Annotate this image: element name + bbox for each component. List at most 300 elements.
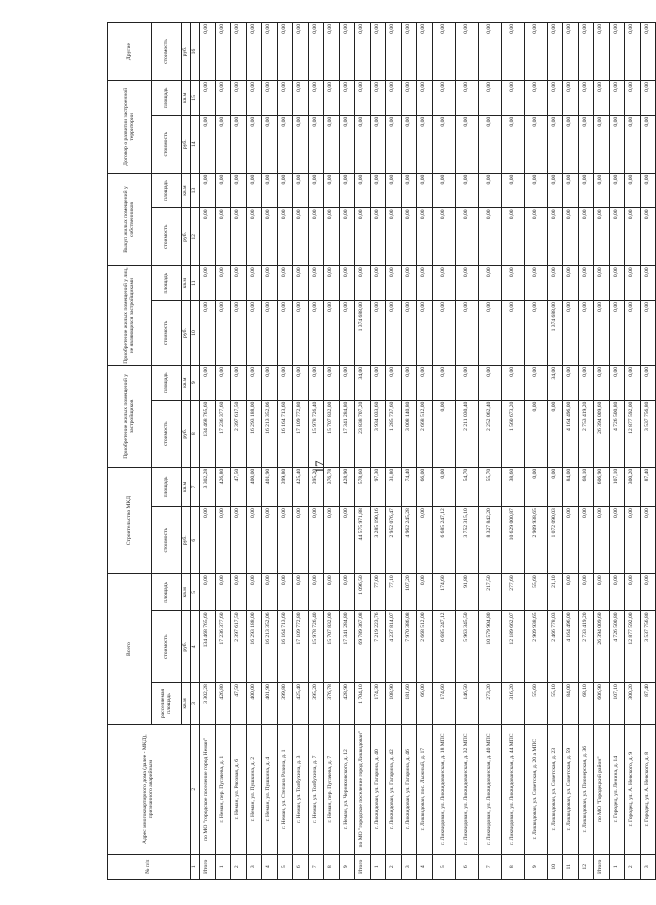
header-buyout: Выкуп жилых помещений у собственников [108, 173, 152, 266]
row-address: г. Неман, ул. Толбухина, д. 7 [308, 724, 324, 854]
row-value: 174,60 [432, 683, 455, 725]
row-value: 8 327 842,20 [478, 507, 501, 574]
row-value: 0,00 [386, 208, 402, 266]
row-address: г. Ликвидован, ул. Ликвидованская, д. 44 МПС [501, 724, 524, 854]
row-value: 0,00 [215, 115, 231, 173]
row-value: 1 374 688,00 [355, 301, 371, 366]
row-value: 0,00 [401, 365, 417, 400]
row-value: 4 237 814,07 [386, 611, 402, 683]
row-value: 1 560 673,20 [501, 400, 524, 467]
row-value: 2 753 419,20 [578, 400, 594, 467]
row-value: 0,00 [417, 365, 433, 400]
row-number: 6 [455, 854, 478, 879]
row-value: 0,00 [231, 266, 247, 301]
row-value: 0,00 [594, 266, 610, 301]
row-value: 15 707 832,00 [324, 611, 340, 683]
row-value: 0,00 [231, 115, 247, 173]
row-value: 0,00 [401, 173, 417, 208]
row-value: 0,00 [339, 507, 355, 574]
row-value: 0,00 [355, 115, 371, 173]
row-value: 0,00 [246, 266, 262, 301]
row-number: 9 [524, 854, 547, 879]
row-value: 6 685 247,12 [432, 507, 455, 574]
row-value: 0,00 [215, 173, 231, 208]
row-value: 181,60 [401, 683, 417, 725]
row-value: 0,00 [324, 173, 340, 208]
unit-rub: руб. [182, 507, 191, 574]
row-value: 74,40 [401, 467, 417, 506]
row-address: г. Неман, ул. Пушкина, д. 2 [246, 724, 262, 854]
row-value: 0,00 [455, 301, 478, 366]
row-value: 0,00 [339, 301, 355, 366]
row-value: 0,00 [563, 81, 579, 116]
row-value: 0,00 [417, 266, 433, 301]
row-value: 0,00 [578, 266, 594, 301]
row-address: г. Неман, пер. Пугачева, д. 1 [215, 724, 231, 854]
column-number: 11 [191, 266, 200, 301]
row-value: 0,00 [594, 115, 610, 173]
row-value: 0,00 [293, 365, 309, 400]
row-value: 0,00 [640, 23, 656, 81]
row-value: 0,00 [339, 173, 355, 208]
table-row [339, 23, 355, 880]
row-value: 0,00 [231, 365, 247, 400]
row-value: 0,00 [277, 173, 293, 208]
row-value: 0,00 [231, 81, 247, 116]
sub-cost: стоимость [152, 507, 182, 574]
row-value: 0,00 [417, 208, 433, 266]
row-value: 10 579 904,80 [478, 611, 501, 683]
column-number: 5 [191, 574, 200, 611]
row-value: 0,00 [401, 208, 417, 266]
page-number: 17 [312, 460, 327, 474]
row-value: 174,60 [432, 574, 455, 611]
row-value: 0,00 [277, 208, 293, 266]
row-value: 0,00 [246, 23, 262, 81]
row-value: 0,00 [432, 173, 455, 208]
column-number: 2 [191, 724, 200, 854]
row-value: 17 236 377,60 [215, 611, 231, 683]
column-number: 4 [191, 611, 200, 683]
row-value: 0,00 [200, 301, 216, 366]
row-value: 0,00 [231, 23, 247, 81]
row-value: 0,00 [215, 208, 231, 266]
row-value: 0,00 [625, 507, 641, 574]
column-number: 10 [191, 301, 200, 366]
header-other: Другие [108, 23, 152, 81]
sub-cost: стоимость [152, 301, 182, 366]
sub-area: площадь [152, 574, 182, 611]
row-value: 0,00 [432, 467, 455, 506]
row-value: 426,80 [215, 683, 231, 725]
row-value: 7 970 386,08 [401, 611, 417, 683]
row-value: 0,00 [455, 115, 478, 173]
row-value: 0,00 [417, 173, 433, 208]
row-value: 428,90 [339, 683, 355, 725]
row-value: 0,00 [594, 365, 610, 400]
row-value: 0,00 [355, 23, 371, 81]
row-value: 0,00 [432, 301, 455, 366]
row-value: 0,00 [324, 365, 340, 400]
row-value: 68,10 [578, 683, 594, 725]
row-value: 0,00 [200, 81, 216, 116]
row-address: г. Ликвидован, ул. Ликвидованская, д. 32 МПС [455, 724, 478, 854]
row-value: 0,00 [401, 266, 417, 301]
row-value: 0,00 [417, 301, 433, 366]
row-value: 0,00 [339, 81, 355, 116]
row-value: 0,00 [524, 301, 547, 366]
row-value: 0,00 [370, 23, 386, 81]
row-value: 2 733 419,20 [578, 611, 594, 683]
row-value: 0,00 [277, 115, 293, 173]
row-value: 5 963 345,50 [455, 611, 478, 683]
row-value: 0,00 [524, 208, 547, 266]
row-value: 1 072 090,03 [547, 507, 563, 574]
row-value: 0,00 [355, 208, 371, 266]
row-value: 0,00 [277, 507, 293, 574]
row-value: 300,20 [625, 683, 641, 725]
row-value: 2 211 030,40 [455, 400, 478, 467]
row-value: 0,00 [370, 365, 386, 400]
row-value: 0,00 [609, 574, 625, 611]
row-value: 0,00 [246, 208, 262, 266]
table-row [386, 23, 402, 880]
table-row [401, 23, 417, 880]
row-value: 0,00 [277, 365, 293, 400]
row-value: 55,60 [524, 574, 547, 611]
column-number: 15 [191, 81, 200, 116]
row-value: 0,00 [293, 574, 309, 611]
row-number: 6 [293, 854, 309, 879]
row-value: 3 934 033,60 [370, 400, 386, 467]
row-value: 0,00 [355, 81, 371, 116]
table-row [501, 23, 524, 880]
row-value: 0,00 [563, 507, 579, 574]
table-row [609, 23, 625, 880]
row-value: 0,00 [432, 400, 455, 467]
row-value: 34,00 [355, 365, 371, 400]
row-number: 5 [277, 854, 293, 879]
row-value: 0,00 [200, 173, 216, 208]
row-value: 0,00 [293, 301, 309, 366]
row-value: 3 008 140,80 [401, 400, 417, 467]
row-value: 0,00 [501, 266, 524, 301]
row-value: 0,00 [293, 115, 309, 173]
row-value: 0,00 [401, 81, 417, 116]
row-value: 0,00 [563, 173, 579, 208]
header-no: № п/п [108, 854, 191, 879]
row-value: 0,00 [455, 23, 478, 81]
row-value: 3 285 190,16 [370, 507, 386, 574]
row-value: 0,00 [501, 115, 524, 173]
row-value: 0,00 [640, 81, 656, 116]
row-value: 0,00 [246, 115, 262, 173]
row-value: 376,78 [324, 467, 340, 506]
row-value: 3 302,28 [200, 467, 216, 506]
row-value: 1 374 688,00 [547, 301, 563, 366]
row-value: 0,00 [563, 574, 579, 611]
row-number: 1 [609, 854, 625, 879]
row-value: 0,00 [308, 365, 324, 400]
unit-sqm: кв.м [182, 683, 191, 725]
row-value: 0,00 [308, 115, 324, 173]
row-value: 0,00 [386, 81, 402, 116]
row-value: 0,00 [215, 81, 231, 116]
row-value: 0,00 [625, 574, 641, 611]
row-address: г. Ликвидован, ул. Гагарина, д. 42 [386, 724, 402, 854]
row-value: 54,70 [455, 467, 478, 506]
row-value: 0,00 [609, 23, 625, 81]
row-value: 0,00 [524, 173, 547, 208]
row-value: 26 394 009,60 [594, 611, 610, 683]
sub-area: площадь [152, 173, 182, 208]
row-value: 0,00 [262, 365, 278, 400]
row-value: 0,00 [625, 301, 641, 366]
row-value: 0,00 [524, 23, 547, 81]
row-value: 3 302,28 [200, 683, 216, 725]
row-value: 84,00 [563, 683, 579, 725]
row-address: г. Ликвидован, ул. Пионерская, д. 36 [578, 724, 594, 854]
table-row [215, 23, 231, 880]
row-address: г. Неман, пер. Пугачева, д. 7 [324, 724, 340, 854]
row-value: 0,00 [594, 507, 610, 574]
row-value: 0,00 [625, 173, 641, 208]
row-number: 12 [578, 854, 594, 879]
row-value: 15 978 726,40 [308, 400, 324, 467]
table-row [417, 23, 433, 880]
row-value: 3 537 756,80 [640, 611, 656, 683]
column-number: 9 [191, 365, 200, 400]
row-value: 0,00 [277, 23, 293, 81]
row-value: 0,00 [246, 507, 262, 574]
row-value: 0,00 [246, 365, 262, 400]
row-value: 0,00 [578, 507, 594, 574]
row-value: 0,00 [625, 81, 641, 116]
row-value: 16 293 188,00 [246, 400, 262, 467]
row-value: 0,00 [200, 507, 216, 574]
row-value: 0,00 [578, 574, 594, 611]
row-value: 0,00 [524, 365, 547, 400]
header-total: Всего [108, 574, 152, 725]
row-number: Итого [355, 854, 371, 879]
unit-sqm: кв.м [182, 467, 191, 506]
row-value: 0,00 [231, 208, 247, 266]
row-value: 395,20 [308, 683, 324, 725]
row-value: 0,00 [308, 574, 324, 611]
row-value: 26 394 009,60 [594, 400, 610, 467]
row-value: 6 685 247,12 [432, 611, 455, 683]
row-value: 0,00 [417, 507, 433, 574]
row-address: г. Ликвидован, пос. Лыжный, д. 17 [417, 724, 433, 854]
row-number: 2 [625, 854, 641, 879]
row-value: 0,00 [417, 81, 433, 116]
row-value: 0,00 [609, 301, 625, 366]
row-value: 2 397 617,50 [231, 611, 247, 683]
row-value: 0,00 [578, 23, 594, 81]
header-territory: Договор о развитии застроенной территории [108, 81, 152, 174]
row-value: 34,00 [547, 365, 563, 400]
row-value: 0,00 [640, 507, 656, 574]
row-value: 0,00 [563, 115, 579, 173]
row-value: 0,00 [386, 115, 402, 173]
row-value: 0,00 [246, 574, 262, 611]
row-value: 0,00 [308, 266, 324, 301]
row-value: 300,20 [625, 467, 641, 506]
row-value: 21,10 [547, 574, 563, 611]
row-address: г. Ликвидован, ул. Ликвидованская, д. 18 МПС [432, 724, 455, 854]
row-value: 47,50 [231, 683, 247, 725]
row-value: 97,30 [370, 467, 386, 506]
sub-area: площадь [152, 365, 182, 400]
row-value: 0,00 [594, 23, 610, 81]
row-number: 8 [501, 854, 524, 879]
row-address: г. Неман, ул. Толбухина, д. 3 [293, 724, 309, 854]
row-number: 2 [386, 854, 402, 879]
row-value: 0,00 [293, 208, 309, 266]
row-value: 0,00 [547, 173, 563, 208]
row-value: 0,00 [355, 266, 371, 301]
row-value: 107,10 [609, 683, 625, 725]
table-row [355, 23, 371, 880]
row-value: 12 877 592,00 [625, 400, 641, 467]
row-value: 0,00 [501, 301, 524, 366]
unit-sqm: кв.м [182, 81, 191, 116]
row-value: 0,00 [386, 23, 402, 81]
unit-rub: руб. [182, 611, 191, 683]
row-value: 16 213 352,06 [262, 400, 278, 467]
row-value: 0,00 [609, 81, 625, 116]
row-value: 0,00 [501, 208, 524, 266]
row-value: 0,00 [524, 266, 547, 301]
row-value: 0,00 [547, 115, 563, 173]
row-value: 0,00 [231, 173, 247, 208]
row-value: 0,00 [401, 301, 417, 366]
row-value: 16 213 352,06 [262, 611, 278, 683]
row-value: 0,00 [308, 301, 324, 366]
row-value: 0,00 [324, 81, 340, 116]
row-value: 399,80 [277, 683, 293, 725]
header-address: Адрес многоквартирного дома (далее - МКД), признанного аварийным [108, 724, 191, 854]
table-row [324, 23, 340, 880]
row-value: 376,78 [324, 683, 340, 725]
row-value: 0,00 [370, 81, 386, 116]
row-value: 17 236 377,60 [215, 400, 231, 467]
row-number: Итого [594, 854, 610, 879]
row-value: 0,00 [563, 23, 579, 81]
row-value: 0,00 [262, 266, 278, 301]
table-body [200, 23, 656, 880]
row-value: 0,00 [246, 81, 262, 116]
row-value: 17 341 284,80 [339, 611, 355, 683]
row-value: 0,00 [547, 266, 563, 301]
row-value: 0,00 [594, 301, 610, 366]
row-value: 87,40 [640, 467, 656, 506]
row-number: 3 [640, 854, 656, 879]
row-value: 0,00 [386, 365, 402, 400]
row-address: г. Неман, ул. Степана Разина, д. 1 [277, 724, 293, 854]
table-row [524, 23, 547, 880]
row-value: 0,00 [308, 173, 324, 208]
row-value: 0,00 [640, 574, 656, 611]
row-value: 0,00 [432, 115, 455, 173]
row-value: 0,00 [200, 23, 216, 81]
row-number: 1 [370, 854, 386, 879]
row-value: 0,00 [417, 23, 433, 81]
header-purchase-dev: Приобретение жилых помещений у застройщиков [108, 365, 152, 467]
column-number: 3 [191, 683, 200, 725]
row-value: 0,00 [547, 208, 563, 266]
row-number: 2 [231, 854, 247, 879]
row-value: 401,90 [262, 467, 278, 506]
row-value: 16 164 713,60 [277, 611, 293, 683]
row-value: 0,00 [594, 208, 610, 266]
row-value: 0,00 [432, 365, 455, 400]
row-value: 2 668 512,00 [417, 611, 433, 683]
table-row [594, 23, 610, 880]
row-value: 47,50 [231, 467, 247, 506]
row-value: 0,00 [432, 23, 455, 81]
row-value: 0,00 [262, 173, 278, 208]
row-address: г. Ликвидован, ул. Ликвидованская, д. 40 МПС [478, 724, 501, 854]
unit-sqm: кв.м [182, 173, 191, 208]
row-value: 0,00 [594, 173, 610, 208]
row-value: 0,00 [417, 115, 433, 173]
row-value: 0,00 [262, 574, 278, 611]
row-value: 0,00 [478, 81, 501, 116]
row-value: 0,00 [324, 301, 340, 366]
table-row [246, 23, 262, 880]
row-value: 17 341 284,80 [339, 400, 355, 467]
row-value: 0,00 [609, 115, 625, 173]
table-row [640, 23, 656, 880]
row-value: 0,00 [524, 467, 547, 506]
column-number: 6 [191, 507, 200, 574]
row-value: 277,60 [501, 574, 524, 611]
row-value: 2 252 062,40 [478, 400, 501, 467]
column-number: 12 [191, 208, 200, 266]
row-number: 1 [215, 854, 231, 879]
row-value: 0,00 [401, 23, 417, 81]
row-value: 3 752 315,10 [455, 507, 478, 574]
row-value: 0,00 [478, 301, 501, 366]
row-value: 578,60 [355, 467, 371, 506]
row-value: 0,00 [293, 507, 309, 574]
sub-cost: стоимость [152, 115, 182, 173]
row-value: 0,00 [640, 301, 656, 366]
row-value: 0,00 [432, 81, 455, 116]
row-value: 87,40 [640, 683, 656, 725]
row-value: 400,00 [246, 467, 262, 506]
row-value: 0,00 [547, 400, 563, 467]
row-value: 1 704,10 [355, 683, 371, 725]
row-value: 0,00 [339, 208, 355, 266]
row-value: 0,00 [339, 574, 355, 611]
row-value: 0,00 [401, 115, 417, 173]
row-number: 9 [339, 854, 355, 879]
row-value: 0,00 [478, 173, 501, 208]
row-value: 0,00 [594, 81, 610, 116]
row-value: 0,00 [246, 173, 262, 208]
row-value: 0,00 [231, 301, 247, 366]
row-value: 4 164 496,00 [563, 400, 579, 467]
row-value: 0,00 [277, 574, 293, 611]
row-value: 55,60 [524, 683, 547, 725]
row-value: 0,00 [625, 23, 641, 81]
row-value: 4 164 496,00 [563, 611, 579, 683]
row-value: 68,10 [578, 467, 594, 506]
row-value: 0,00 [339, 115, 355, 173]
row-address: г. Неман, ул. Рясовая, д. 6 [231, 724, 247, 854]
